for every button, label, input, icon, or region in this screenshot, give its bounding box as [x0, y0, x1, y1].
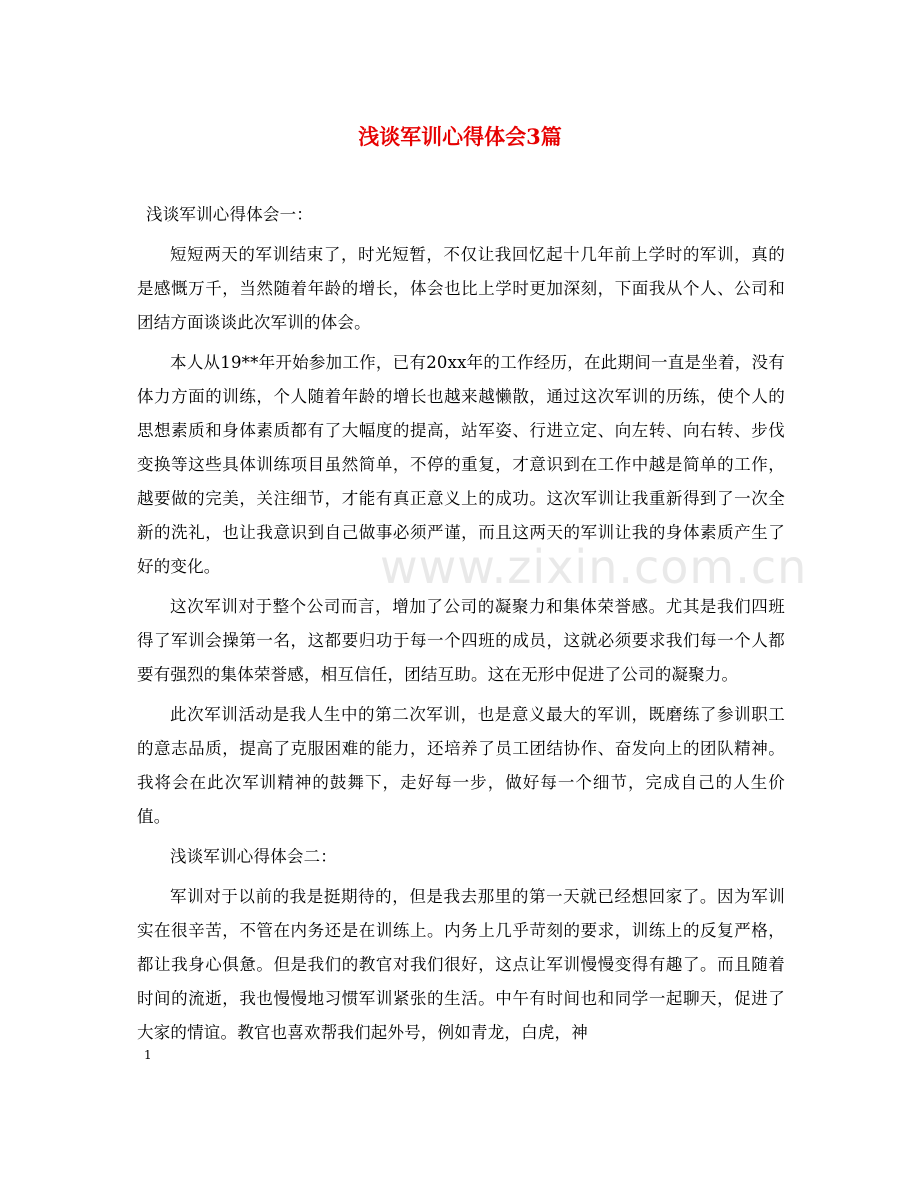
paragraph: 军训对于以前的我是挺期待的，但是我去那里的第一天就已经想回家了。因为军训实在很辛苦，不管在内务还是在训练上。内务上几乎苛刻的要求，训练上的反复严格，都让我身心俱惫。但是我们的教官对我们很好，这点让军训慢慢变得有趣了。而且随着时间的流逝，我也慢慢地习惯军训紧张的生活。中午有时间也和同学一起聊天，促进了大家的情谊。教官也喜欢帮我们起外号，例如青龙，白虎，神 — [137, 887, 785, 1042]
paragraph: 短短两天的军训结束了，时光短暂，不仅让我回忆起十几年前上学时的军训，真的是感慨万千，当然随着年龄的增长，体会也比上学时更加深刻，下面我从个人、公司和团结方面谈谈此次军训的体会。 — [137, 245, 785, 332]
paragraph: 此次军训活动是我人生中的第二次军训，也是意义最大的军训，既磨练了参训职工的意志品质，提高了克服困难的能力，还培养了员工团结协作、奋发向上的团队精神。我将会在此次军训精神的鼓舞下，走好每一步，做好每一个细节，完成自己的人生价值。 — [137, 705, 785, 826]
document-body — [137, 198, 785, 1056]
section-heading-2: 浅谈军训心得体会二： — [170, 847, 337, 866]
paragraph: 本人从19**年开始参加工作，已有20xx年的工作经历，在此期间一直是坐着，没有体力方面的训练，个人随着年龄的增长也越来越懒散，通过这次军训的历练，使个人的思想素质和身体素质都有了大幅度的提高，站军姿、行进立定、向左转、向右转、步伐变换等这些具体训练项目虽然简单，不停的重复，才意识到在工作中越是简单的工作，越要做的完美，关注细节，才能有真正意义上的成功。这次军训让我重新得到了一次全新的洗礼，也让我意识到自己做事必须严谨，而且这两天的军训让我的身体素质产生了好的变化。 — [137, 353, 785, 576]
watermark: www.zixin.com.cn — [380, 540, 808, 594]
document-title: 浅谈军训心得体会3篇 — [358, 124, 562, 149]
paragraph: 这次军训对于整个公司而言，增加了公司的凝聚力和集体荣誉感。尤其是我们四班得了军训会操第一名，这都要归功于每一个四班的成员，这就必须要求我们每一个人都要有强烈的集体荣誉感，相互信任，团结互助。这在无形中促进了公司的凝聚力。 — [137, 597, 785, 684]
page-number: 1 — [144, 1048, 152, 1062]
section-heading-1: 浅谈军训心得体会一： — [146, 205, 313, 224]
